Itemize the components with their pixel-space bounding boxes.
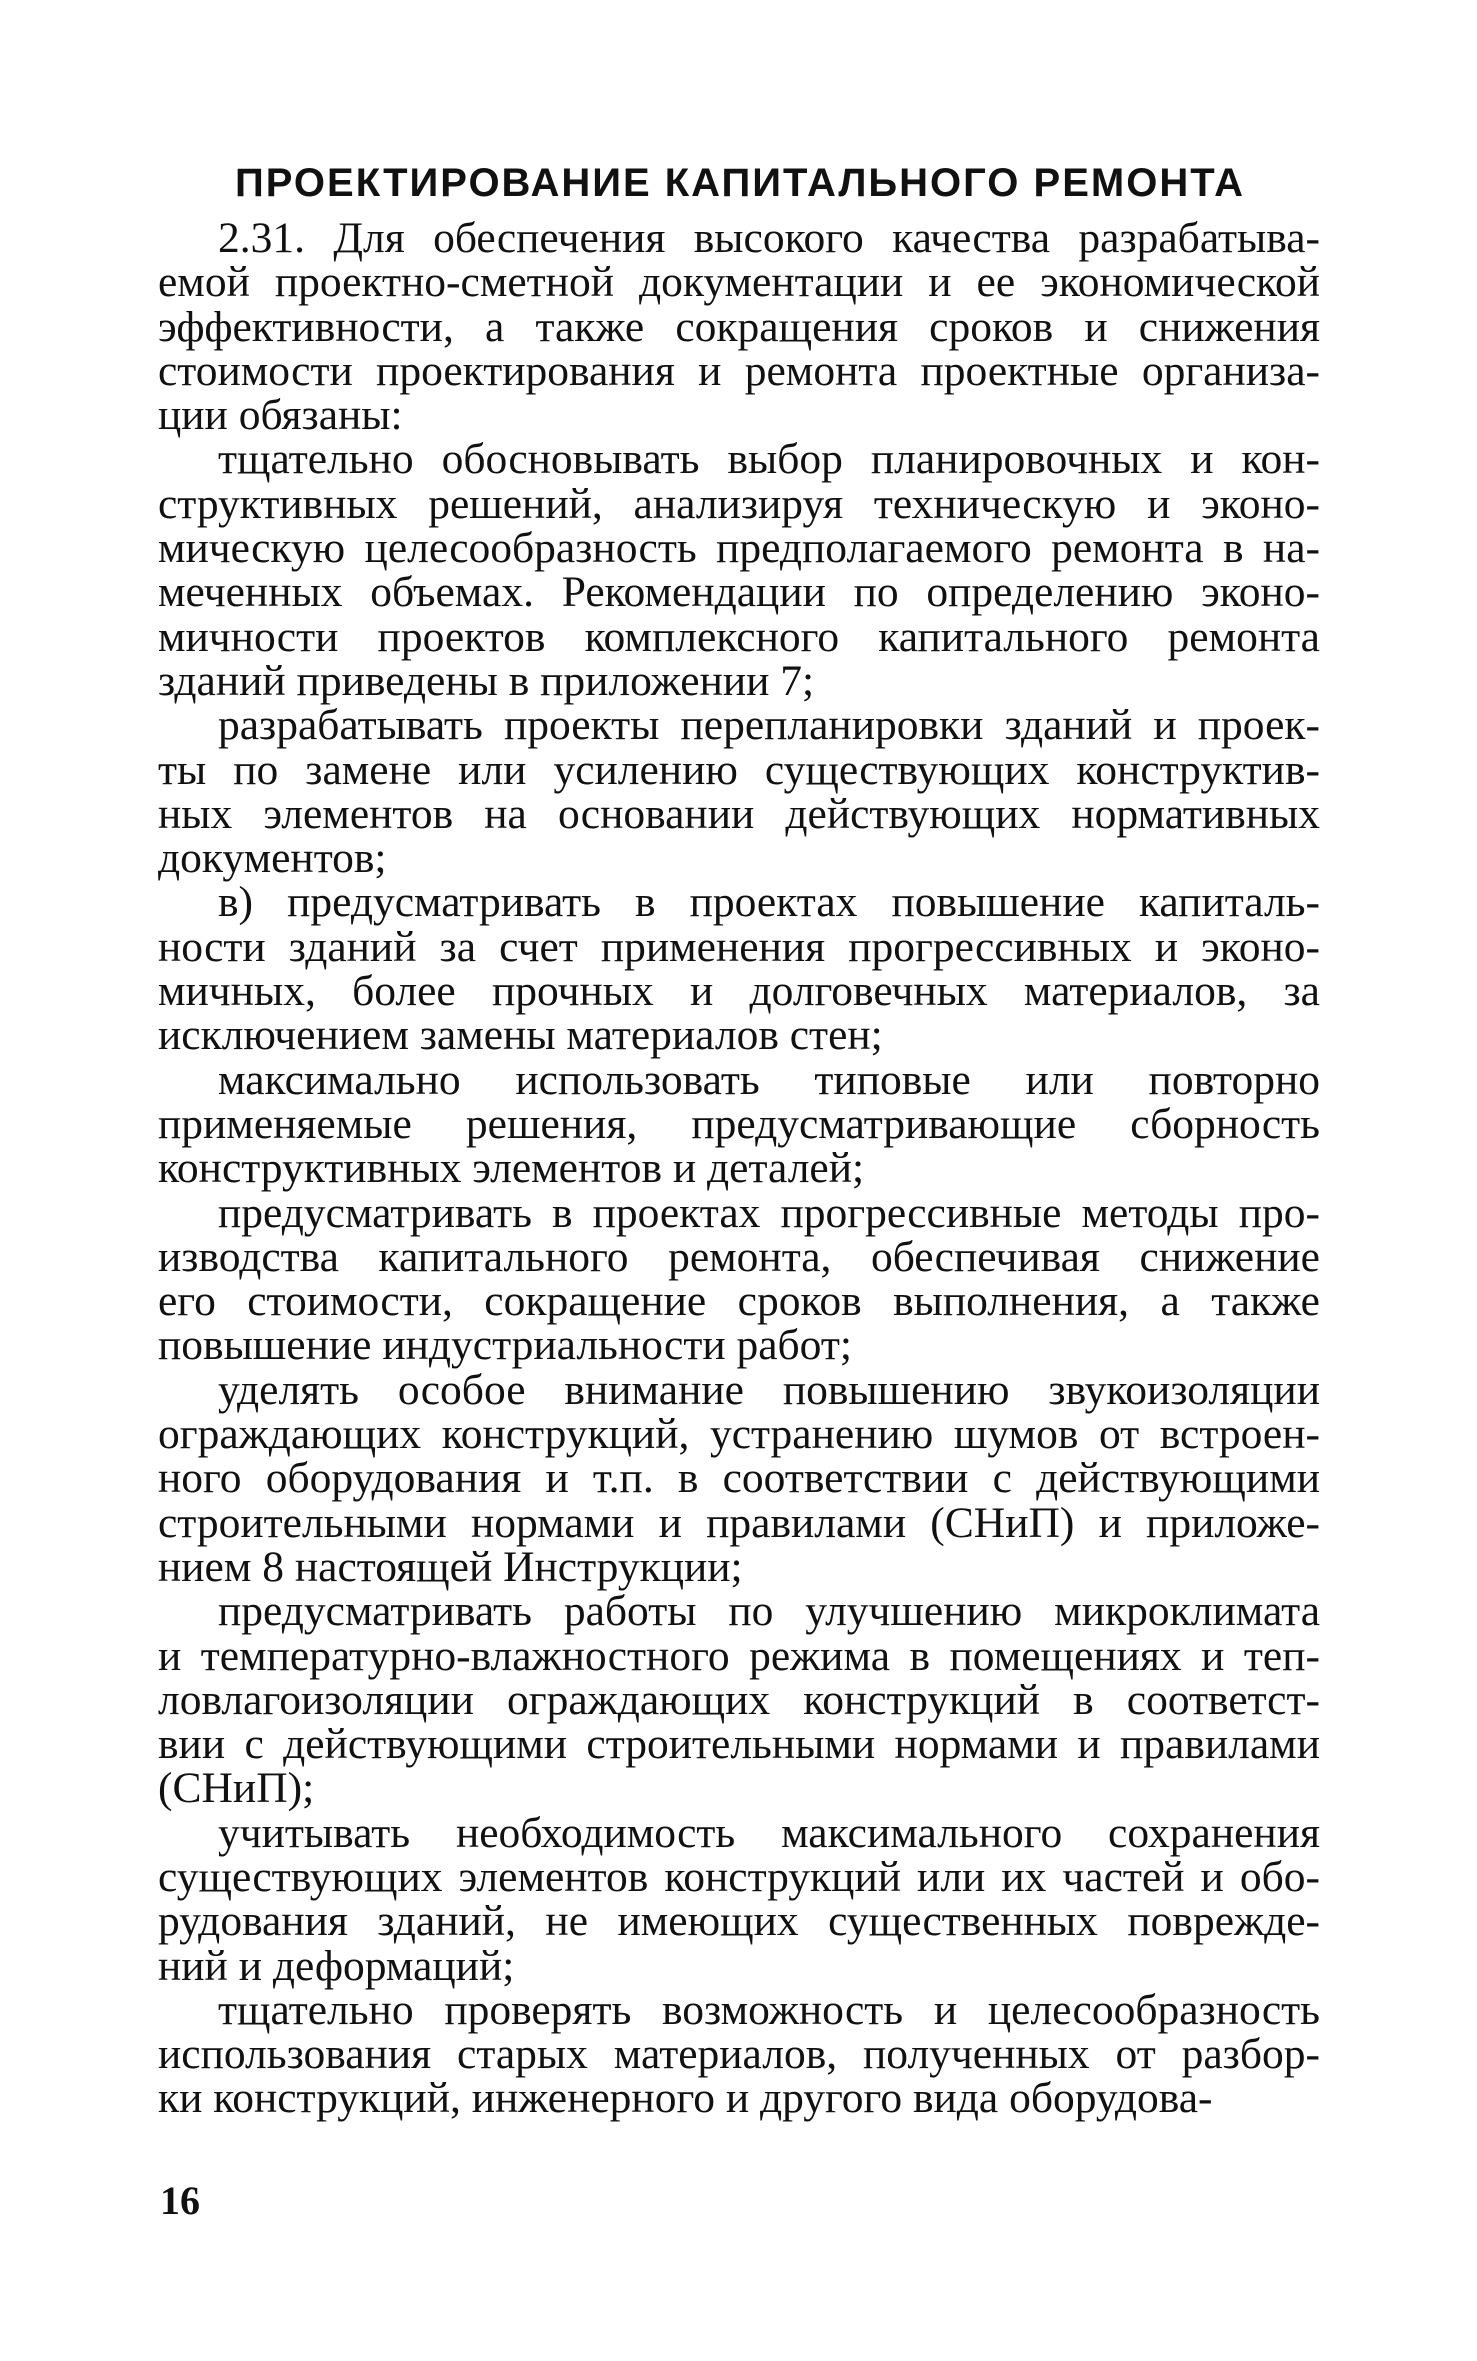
text-line: нием 8 настоящей Инструкции; [158,1542,743,1591]
text-line: 2.31. Для обеспечения высокого качества разрабатыва- [218,214,1320,262]
text-line: ловлагоизоляции ограждающих конструкций в соответст- [158,1675,1320,1724]
text-line: и температурно-влажностного режима в помещениях и теп- [158,1631,1320,1680]
text-line: изводства капитального ремонта, обеспечивая снижение [158,1232,1320,1281]
text-line: предусматривать в проектах прогрессивные методы про- [218,1188,1320,1237]
text-line: максимально использовать типовые или повторно [218,1055,1320,1104]
text-line: учитывать необходимость максимального сохранения [218,1808,1320,1857]
text-line: ний и деформаций; [158,1941,515,1990]
paragraph [158,437,1320,703]
text-line: существующих элементов конструкций или их частей и обо- [158,1852,1320,1901]
text-line: мичности проектов комплексного капитального ремонта [158,612,1320,661]
text-line: повышение индустриальности работ; [158,1321,852,1370]
text-line: использования старых материалов, полученных от разбор- [158,2030,1320,2079]
text-line: в) предусматривать в проектах повышение капиталь- [218,878,1320,927]
text-line: зданий приведены в приложении 7; [158,656,815,705]
text-line: эффективности, а также сокращения сроков и снижения [158,302,1320,351]
text-line: меченных объемах. Рекомендации по определению эконо- [158,568,1320,617]
text-line: тщательно проверять возможность и целесообразность [218,1985,1320,2034]
text-line: рудования зданий, не имеющих существенных поврежде- [158,1897,1320,1946]
paragraph [158,878,1320,1060]
text-line: (СНиП); [158,1764,315,1813]
text-line: ции обязаны: [158,391,403,440]
body-text [158,216,1320,2121]
text-line: тщательно обосновывать выбор планировочных и кон- [218,435,1320,484]
text-line: исключением замены материалов стен; [158,1011,883,1060]
text-line: его стоимости, сокращение сроков выполнения, а также [158,1277,1320,1326]
text-line: уделять особое внимание повышению звукоизоляции [218,1365,1320,1414]
paragraph [158,1808,1320,1990]
text-line: ограждающих конструкций, устранению шумов от встроен- [158,1410,1320,1459]
text-line: стоимости проектирования и ремонта проектные организа- [158,346,1320,395]
text-line: документов; [158,834,387,883]
paragraph [158,1587,1320,1813]
text-line: мическую целесообразность предполагаемого ремонта в на- [158,524,1320,573]
paragraph [158,214,1320,440]
text-line: емой проектно-сметной документации и ее экономической [158,258,1320,307]
text-line: структивных решений, анализируя техническую и эконо- [158,479,1320,528]
page-number: 16 [160,2178,200,2223]
section-heading: ПРОЕКТИРОВАНИЕ КАПИТАЛЬНОГО РЕМОНТА [235,161,1245,205]
text-line: мичных, более прочных и долговечных материалов, за [158,967,1320,1016]
text-line: разрабатывать проекты перепланировки зданий и проек- [218,701,1320,750]
text-line: строительными нормами и правилами (СНиП) и приложе- [158,1498,1320,1547]
text-line: предусматривать работы по улучшению микроклимата [218,1587,1320,1636]
text-line: вии с действующими строительными нормами и правилами [158,1720,1320,1769]
text-line: ты по замене или усилению существующих конструктив- [158,745,1320,794]
text-line: ности зданий за счет применения прогрессивных и эконо- [158,922,1320,971]
paragraph [158,1365,1320,1591]
paragraph [158,1188,1320,1370]
text-line: ки конструкций, инженерного и другого вида оборудова- [158,2074,1213,2123]
paragraph [158,1985,1320,2123]
text-line: конструктивных элементов и деталей; [158,1144,865,1193]
text-line: применяемые решения, предусматривающие сборность [158,1099,1320,1148]
text-line: ного оборудования и т.п. в соответствии с действующими [158,1454,1320,1503]
paragraph [158,1055,1320,1193]
paragraph [158,701,1320,883]
text-line: ных элементов на основании действующих нормативных [158,789,1320,838]
